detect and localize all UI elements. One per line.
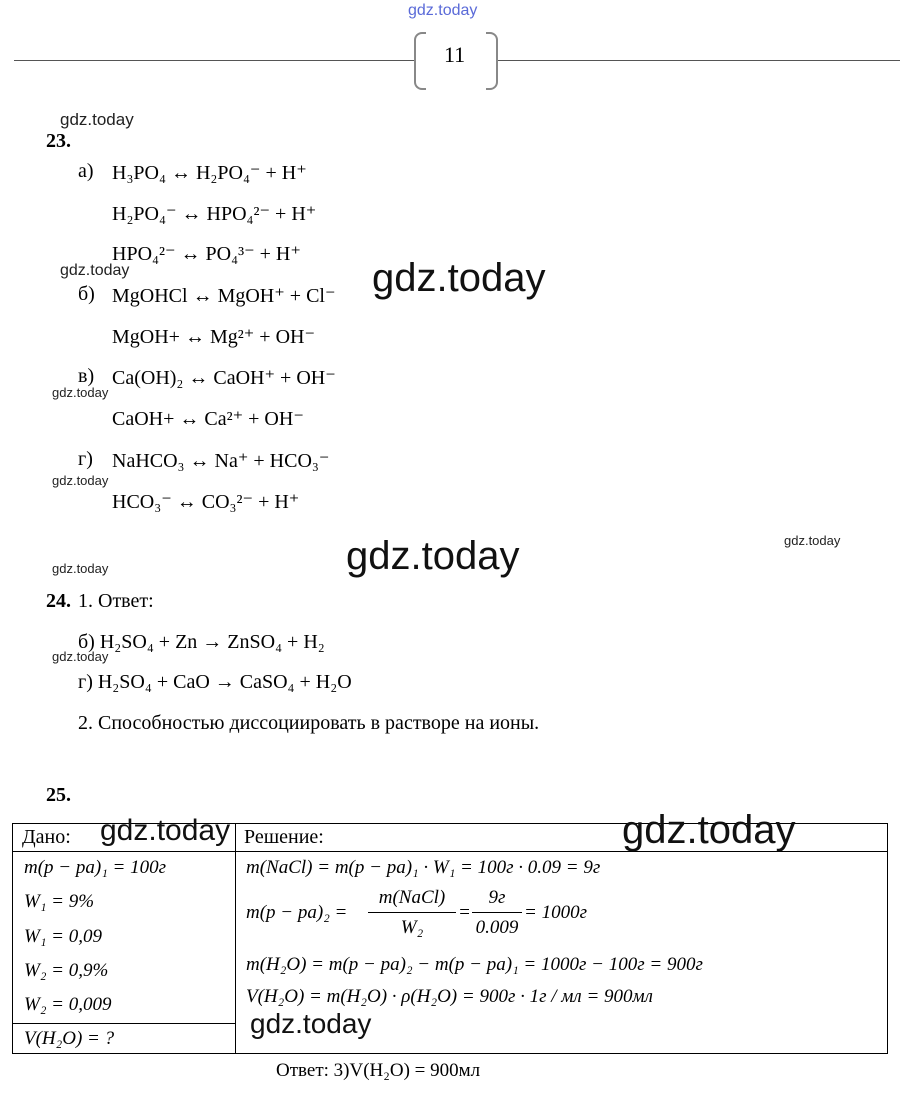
frac-denominator-1: W₂ [400, 917, 424, 938]
solution-line: m(H₂O) = m(p − pa)₂ − m(p − pa)₁ = 1000г − 100г = 900г [246, 954, 703, 975]
task23-a1: H₃PO₄ ↔ H₂PO₄⁻ + H⁺ [112, 162, 307, 184]
task23-b-label: б) [78, 283, 95, 305]
header-rule-right [498, 60, 900, 61]
frac-result: = 1000г [524, 902, 587, 923]
task23-b2: MgOH+ ↔ Mg²⁺ + OH⁻ [112, 326, 316, 348]
frac-denominator-2: 0.009 [475, 917, 519, 938]
table-divider-vertical [235, 824, 236, 1053]
given-line: W₂ = 0,9% [24, 960, 109, 981]
page-number: 11 [444, 42, 466, 67]
page-number-bracket-left [414, 32, 426, 90]
given-line: W₁ = 9% [24, 891, 95, 912]
watermark: gdz.today [250, 1008, 372, 1039]
table-divider-find [13, 1023, 235, 1024]
given-header: Дано: [22, 826, 71, 848]
solution-frac-lhs: m(p − pa)₂ = [246, 902, 348, 923]
task23-g-label: г) [78, 448, 93, 470]
watermark: gdz.today [100, 814, 231, 847]
task23-g2: HCO₃⁻ ↔ CO₃²⁻ + H⁺ [112, 491, 300, 513]
header-rule-left [14, 60, 416, 61]
task24-number: 24. [46, 590, 71, 612]
task23-number: 23. [46, 130, 71, 152]
frac-numerator-2: 9г [488, 887, 506, 908]
given-line: W₁ = 0,09 [24, 926, 103, 947]
watermark: gdz.today [784, 533, 841, 548]
task23-a2: H₂PO₄⁻ ↔ HPO₄²⁻ + H⁺ [112, 203, 317, 225]
watermark: gdz.today [52, 649, 109, 664]
watermark: gdz.today [346, 534, 520, 578]
watermark: gdz.today [52, 561, 109, 576]
given-line: m(p − pa)₁ = 100г [24, 857, 167, 878]
find-line: V(H₂O) = ? [24, 1028, 115, 1049]
solution-header: Решение: [244, 826, 324, 848]
task24-answer-intro: 1. Ответ: [78, 590, 154, 612]
watermark: gdz.today [372, 256, 546, 300]
task24-part2: 2. Способностью диссоциировать в растворе на ионы. [78, 712, 540, 734]
task24-b: б) H₂SO₄ + Zn → ZnSO₄ + H₂ [78, 631, 325, 653]
task23-v1: Ca(OH)₂ ↔ CaOH⁺ + OH⁻ [112, 367, 336, 389]
task23-a-label: а) [78, 160, 94, 182]
task23-b1: MgOHCl ↔ MgOH⁺ + Cl⁻ [112, 285, 336, 307]
watermark: gdz.today [52, 473, 109, 488]
frac-bar-2 [472, 912, 522, 913]
solution-line: V(H₂O) = m(H₂O) · ρ(H₂O) = 900г · 1г / мл = 900мл [246, 986, 653, 1007]
task23-a3: HPO₄²⁻ ↔ PO₄³⁻ + H⁺ [112, 243, 301, 265]
task23-v2: CaOH+ ↔ Ca²⁺ + OH⁻ [112, 408, 304, 430]
watermark: gdz.today [60, 110, 134, 129]
watermark: gdz.today [60, 262, 130, 279]
frac-equals: = [458, 902, 471, 923]
task23-v-label: в) [78, 365, 95, 387]
task25-number: 25. [46, 784, 71, 806]
task25-answer: Ответ: 3)V(H₂O) = 900мл [276, 1060, 481, 1081]
frac-bar-1 [368, 912, 456, 913]
watermark: gdz.today [52, 385, 109, 400]
solution-line: m(NaCl) = m(p − pa)₁ · W₁ = 100г · 0.09 = 9г [246, 857, 601, 878]
watermark: gdz.today [622, 808, 796, 852]
given-line: W₂ = 0,009 [24, 994, 112, 1015]
frac-numerator-1: m(NaCl) [378, 887, 446, 908]
task24-g: г) H₂SO₄ + CaO → CaSO₄ + H₂O [78, 671, 352, 693]
task23-g1: NaHCO₃ ↔ Na⁺ + HCO₃⁻ [112, 450, 330, 472]
page-number-bracket-right [486, 32, 498, 90]
watermark-top: gdz.today [408, 2, 478, 19]
